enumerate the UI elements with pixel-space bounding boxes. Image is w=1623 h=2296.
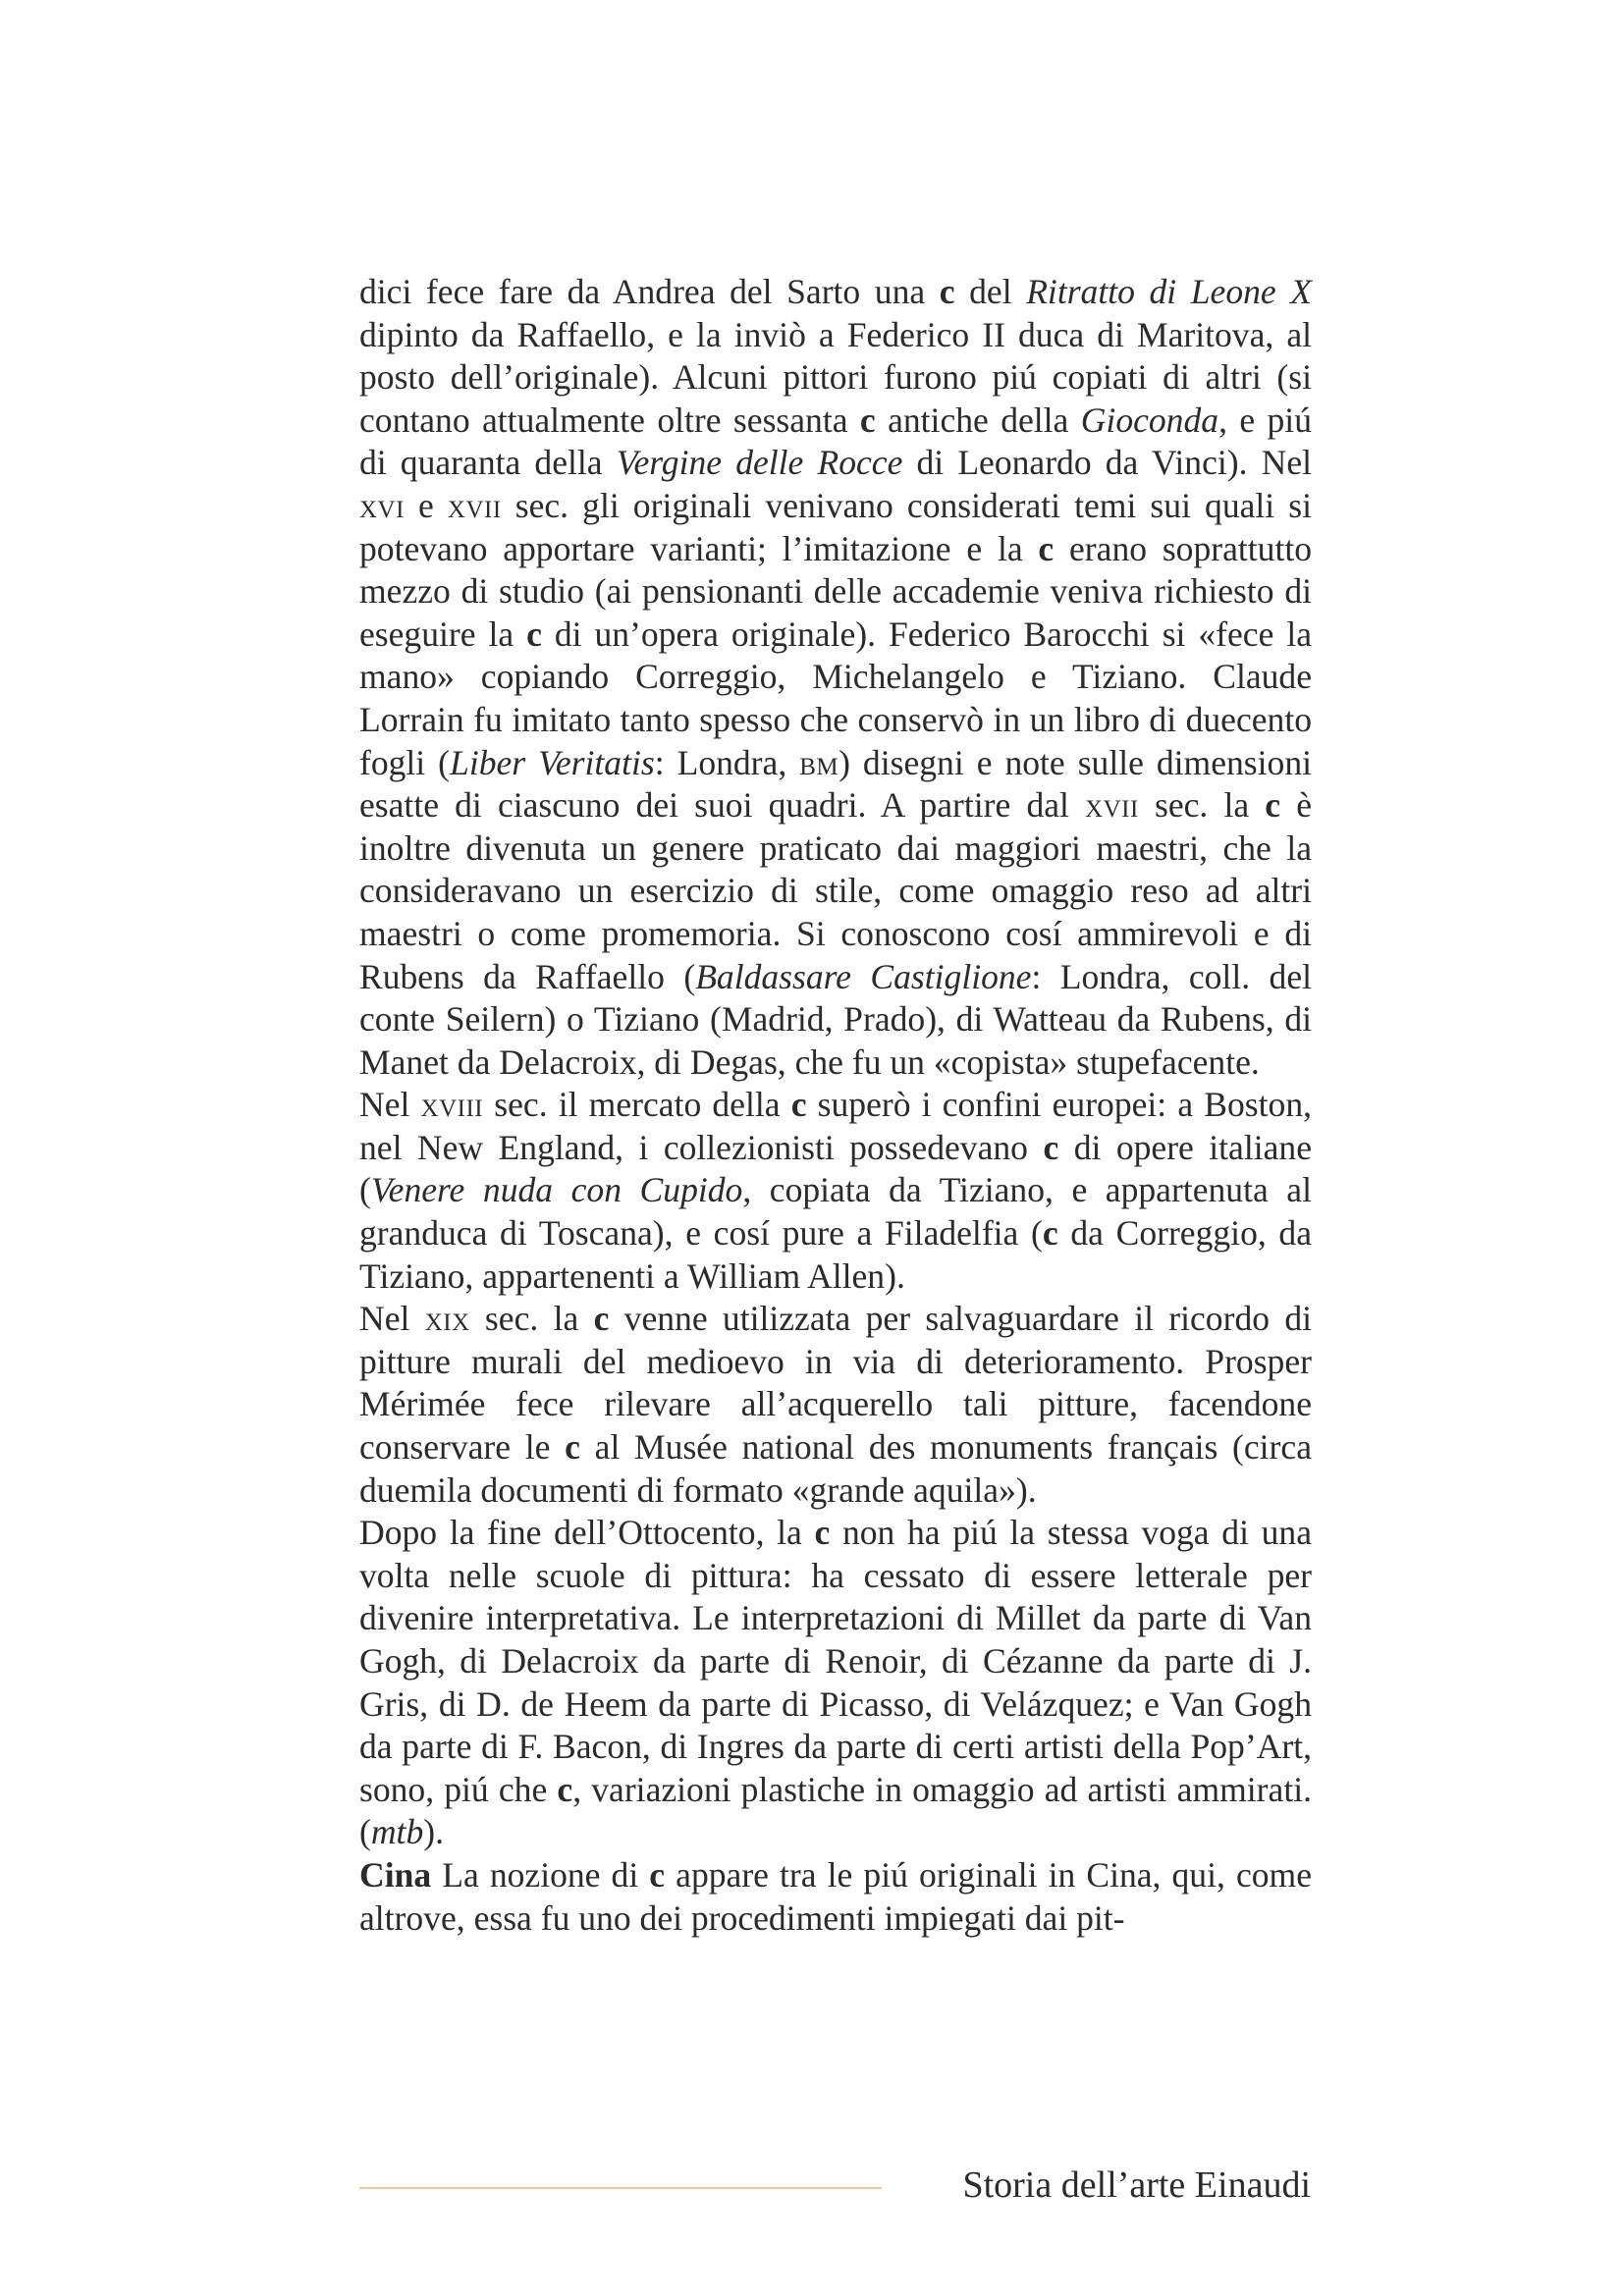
small-caps-text: xviii (420, 1085, 484, 1125)
italic-title: Baldassare Castiglione (695, 956, 1032, 996)
text-run: e (404, 485, 448, 525)
bold-term: c (859, 400, 876, 440)
footer-title: Storia dell’arte Einaudi (962, 2164, 1311, 2206)
bold-term: c (1042, 1213, 1058, 1254)
italic-title: Vergine delle Rocce (616, 443, 903, 483)
text-run: sec. la (469, 1299, 594, 1339)
text-run: del (954, 272, 1027, 311)
bold-term: c (526, 614, 542, 654)
footer-rule (359, 2187, 882, 2189)
bold-term: c (814, 1513, 831, 1553)
small-caps-text: bm (799, 742, 839, 782)
paragraph (359, 1298, 1312, 1512)
text-run: venne utilizzata per salvaguardare il ricordo di pitture murali del medioevo in via di deterioramento. Prosper Mérimée fece rilevare all’acquerello tali pitture, facendone conservare le (359, 1299, 1313, 1468)
bold-term: Cina (359, 1854, 432, 1895)
text-run: sec. gli originali venivano considerati temi sui quali si potevano apportare varianti; l’imitazione e la (359, 485, 1312, 568)
text-run: dici fece fare da Andrea del Sarto una (359, 272, 940, 311)
text-run: , variazioni plastiche in omaggio ad artisti ammirati. ( (359, 1769, 1312, 1852)
text-run: : Londra, (654, 742, 800, 782)
text-run: appare tra le piú originali in Cina, qui, come altrove, essa fu uno dei procedimenti impiegati dai pit- (359, 1854, 1312, 1938)
text-run: al Musée national des monuments français (circa duemila documenti di formato «grande aquila»). (359, 1427, 1312, 1510)
text-run: di Leonardo da Vinci). Nel (902, 443, 1312, 483)
bold-term: c (557, 1769, 573, 1809)
bold-term: c (565, 1427, 580, 1468)
bold-term: c (1265, 785, 1281, 826)
paragraph (359, 271, 1312, 1084)
text-run: dipinto da Raffaello, e la inviò a Federico II duca di Maritova, al posto dell’originale). Alcuni pittori furono piú copiati di altri (si contano attualmente oltre sessanta (359, 314, 1312, 440)
text-run: antiche della (875, 400, 1081, 440)
text-run: sec. il mercato della (483, 1085, 791, 1125)
paragraph (359, 1512, 1312, 1854)
bold-term: c (1043, 1127, 1059, 1167)
text-run: di un’opera originale). Federico Barocchi si «fece la mano» copiando Correggio, Michelangelo e Tiziano. Claude Lorrain fu imitato tanto spesso che conservò in un libro di duecento fogli ( (359, 614, 1313, 782)
paragraph (359, 1854, 1312, 1940)
text-run: sec. la (1138, 785, 1266, 826)
bold-term: c (790, 1085, 807, 1125)
text-run: ) disegni e note sulle dimensioni esatte di ciascuno dei suoi quadri. A partire dal (359, 742, 1312, 826)
text-run: non ha piú la stessa voga di una volta nelle scuole di pittura: ha cessato di essere letterale per divenire interpretativa. Le interpretazioni di Millet da parte di Van Gogh, di Delacroix da parte di Renoir, di Cézanne da parte di J. Gris, di D. de Heem da parte di Picasso, di Velázquez; e Van Gogh da parte di F. Bacon, di Ingres da parte di certi artisti della Pop’Art, sono, piú che (359, 1513, 1312, 1809)
italic-title: Liber Veritatis (450, 742, 655, 782)
text-run: di opere italiane ( (359, 1127, 1312, 1210)
text-run: : Londra, coll. del conte Seilern) o Tiziano (Madrid, Prado), di Watteau da Rubens, di Manet da Delacroix, di Degas, che fu un «copista» stupefacente. (359, 956, 1312, 1082)
bold-term: c (1038, 528, 1055, 568)
small-caps-text: xvi (359, 485, 405, 525)
paragraph (359, 1084, 1312, 1298)
text-run: , copiata da Tiziano, e appartenuta al granduca di Toscana), e cosí pure a Filadelfia ( (359, 1170, 1312, 1254)
text-run: da Correggio, da Tiziano, appartenenti a William Allen). (359, 1213, 1312, 1296)
italic-title: Venere nuda con Cupido (370, 1170, 743, 1210)
text-run: Nel (359, 1085, 421, 1125)
small-caps-text: xix (424, 1299, 470, 1339)
small-caps-text: xvii (1085, 785, 1139, 826)
text-run: ). (423, 1812, 444, 1852)
text-run: Dopo la fine dell’Ottocento, la (359, 1513, 815, 1553)
text-run: Nel (359, 1299, 425, 1339)
italic-title: Ritratto di Leone X (1026, 272, 1312, 311)
text-run: è inoltre divenuta un genere praticato dai maggiori maestri, che la consideravano un esercizio di stile, come omaggio reso ad altri maestri o come promemoria. Si conoscono cosí ammirevoli e di Rubens da Raffaello ( (359, 785, 1312, 996)
bold-term: c (939, 272, 955, 311)
main-text (359, 271, 1312, 1940)
bold-term: c (649, 1854, 666, 1895)
small-caps-text: xvii (447, 485, 502, 525)
text-run: superò i confini europei: a Boston, nel New England, i collezionisti possedevano (359, 1085, 1313, 1167)
italic-title: Gioconda (1080, 400, 1219, 440)
text-run: erano soprattutto mezzo di studio (ai pensionanti delle accademie veniva richiesto di eseguire la (359, 528, 1312, 654)
text-run: , e piú di quaranta della (359, 400, 1312, 483)
bold-term: c (593, 1299, 610, 1339)
text-run: La nozione di (431, 1854, 650, 1895)
italic-title: mtb (370, 1812, 424, 1852)
